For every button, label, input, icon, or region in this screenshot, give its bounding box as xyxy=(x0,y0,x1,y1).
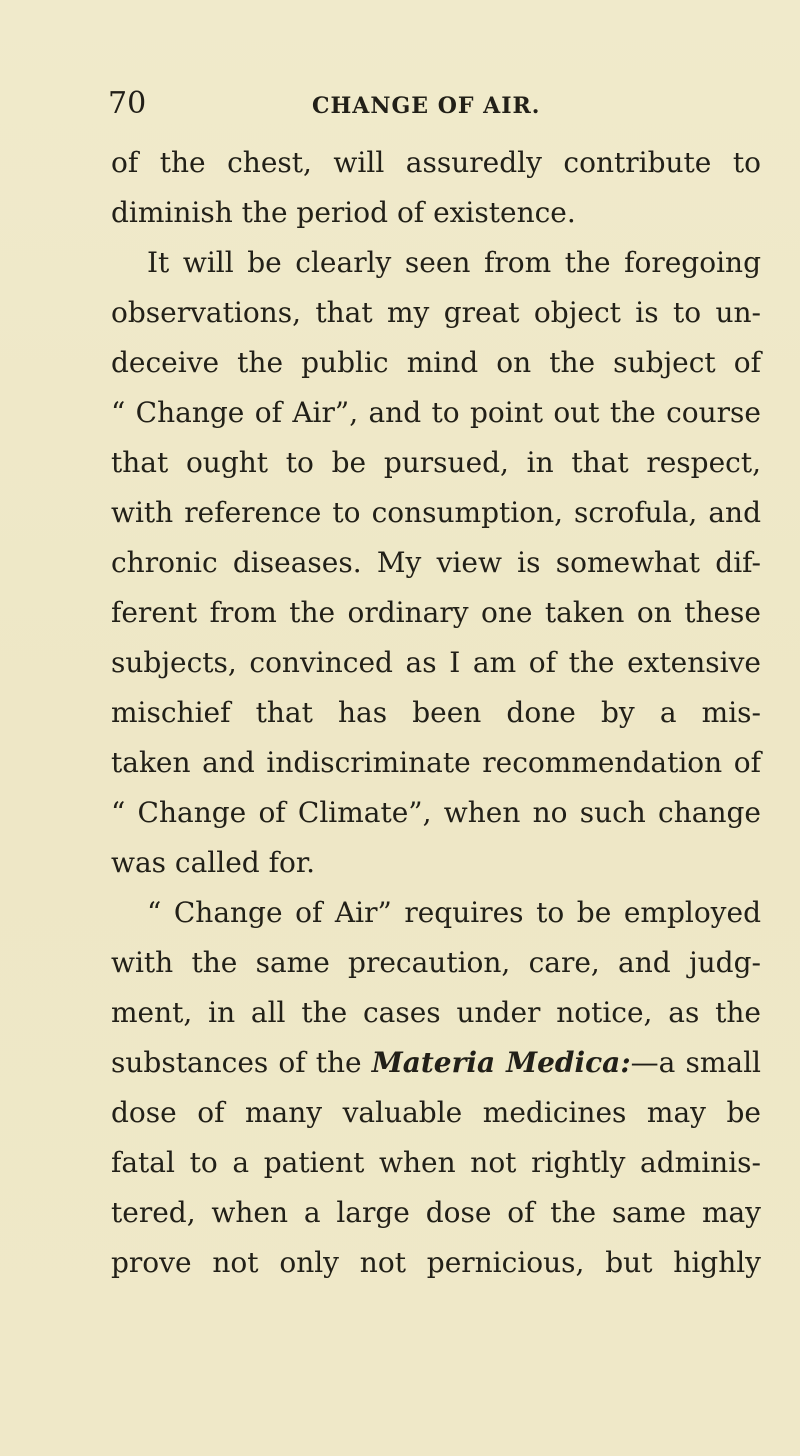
text-line: deceive the public mind on the subject of xyxy=(111,346,761,379)
text-line: ferent from the ordinary one taken on these xyxy=(111,596,761,629)
text-line: mischief that has been done by a mis- xyxy=(111,696,761,729)
text-fragment: —a small xyxy=(630,1046,762,1079)
body-text xyxy=(111,138,761,1288)
page-number: 70 xyxy=(108,86,147,121)
text-line: “ Change of Air” requires to be employed xyxy=(147,896,761,929)
text-line: It will be clearly seen from the foregoing xyxy=(147,246,761,279)
text-line: with reference to consumption, scrofula, and xyxy=(111,496,761,529)
text-line: that ought to be pursued, in that respect, xyxy=(111,446,761,479)
text-line: ment, in all the cases under notice, as the xyxy=(111,996,761,1029)
text-line: “ Change of Climate”, when no such change xyxy=(111,796,761,829)
text-line: subjects, convinced as I am of the extensive xyxy=(111,646,761,679)
text-line: dose of many valuable medicines may be xyxy=(111,1096,761,1129)
text-line-materia-medica xyxy=(111,1038,761,1088)
text-line: was called for. xyxy=(111,846,316,879)
text-line: diminish the period of existence. xyxy=(111,196,576,229)
italic-term: Materia Medica: xyxy=(371,1046,631,1079)
text-fragment: substances of the xyxy=(111,1046,362,1079)
running-head: CHANGE OF AIR. xyxy=(312,93,541,119)
text-line: prove not only not pernicious, but highly xyxy=(111,1246,761,1279)
text-line: tered, when a large dose of the same may xyxy=(111,1196,761,1229)
text-line: taken and indiscriminate recommendation of xyxy=(111,746,761,779)
text-line: “ Change of Air”, and to point out the course xyxy=(111,396,761,429)
text-line: observations, that my great object is to un- xyxy=(111,296,761,329)
text-line: chronic diseases. My view is somewhat dif- xyxy=(111,546,761,579)
text-line: with the same precaution, care, and judg- xyxy=(111,946,761,979)
text-line: fatal to a patient when not rightly adminis- xyxy=(111,1146,761,1179)
text-line: of the chest, will assuredly contribute to xyxy=(111,146,761,179)
